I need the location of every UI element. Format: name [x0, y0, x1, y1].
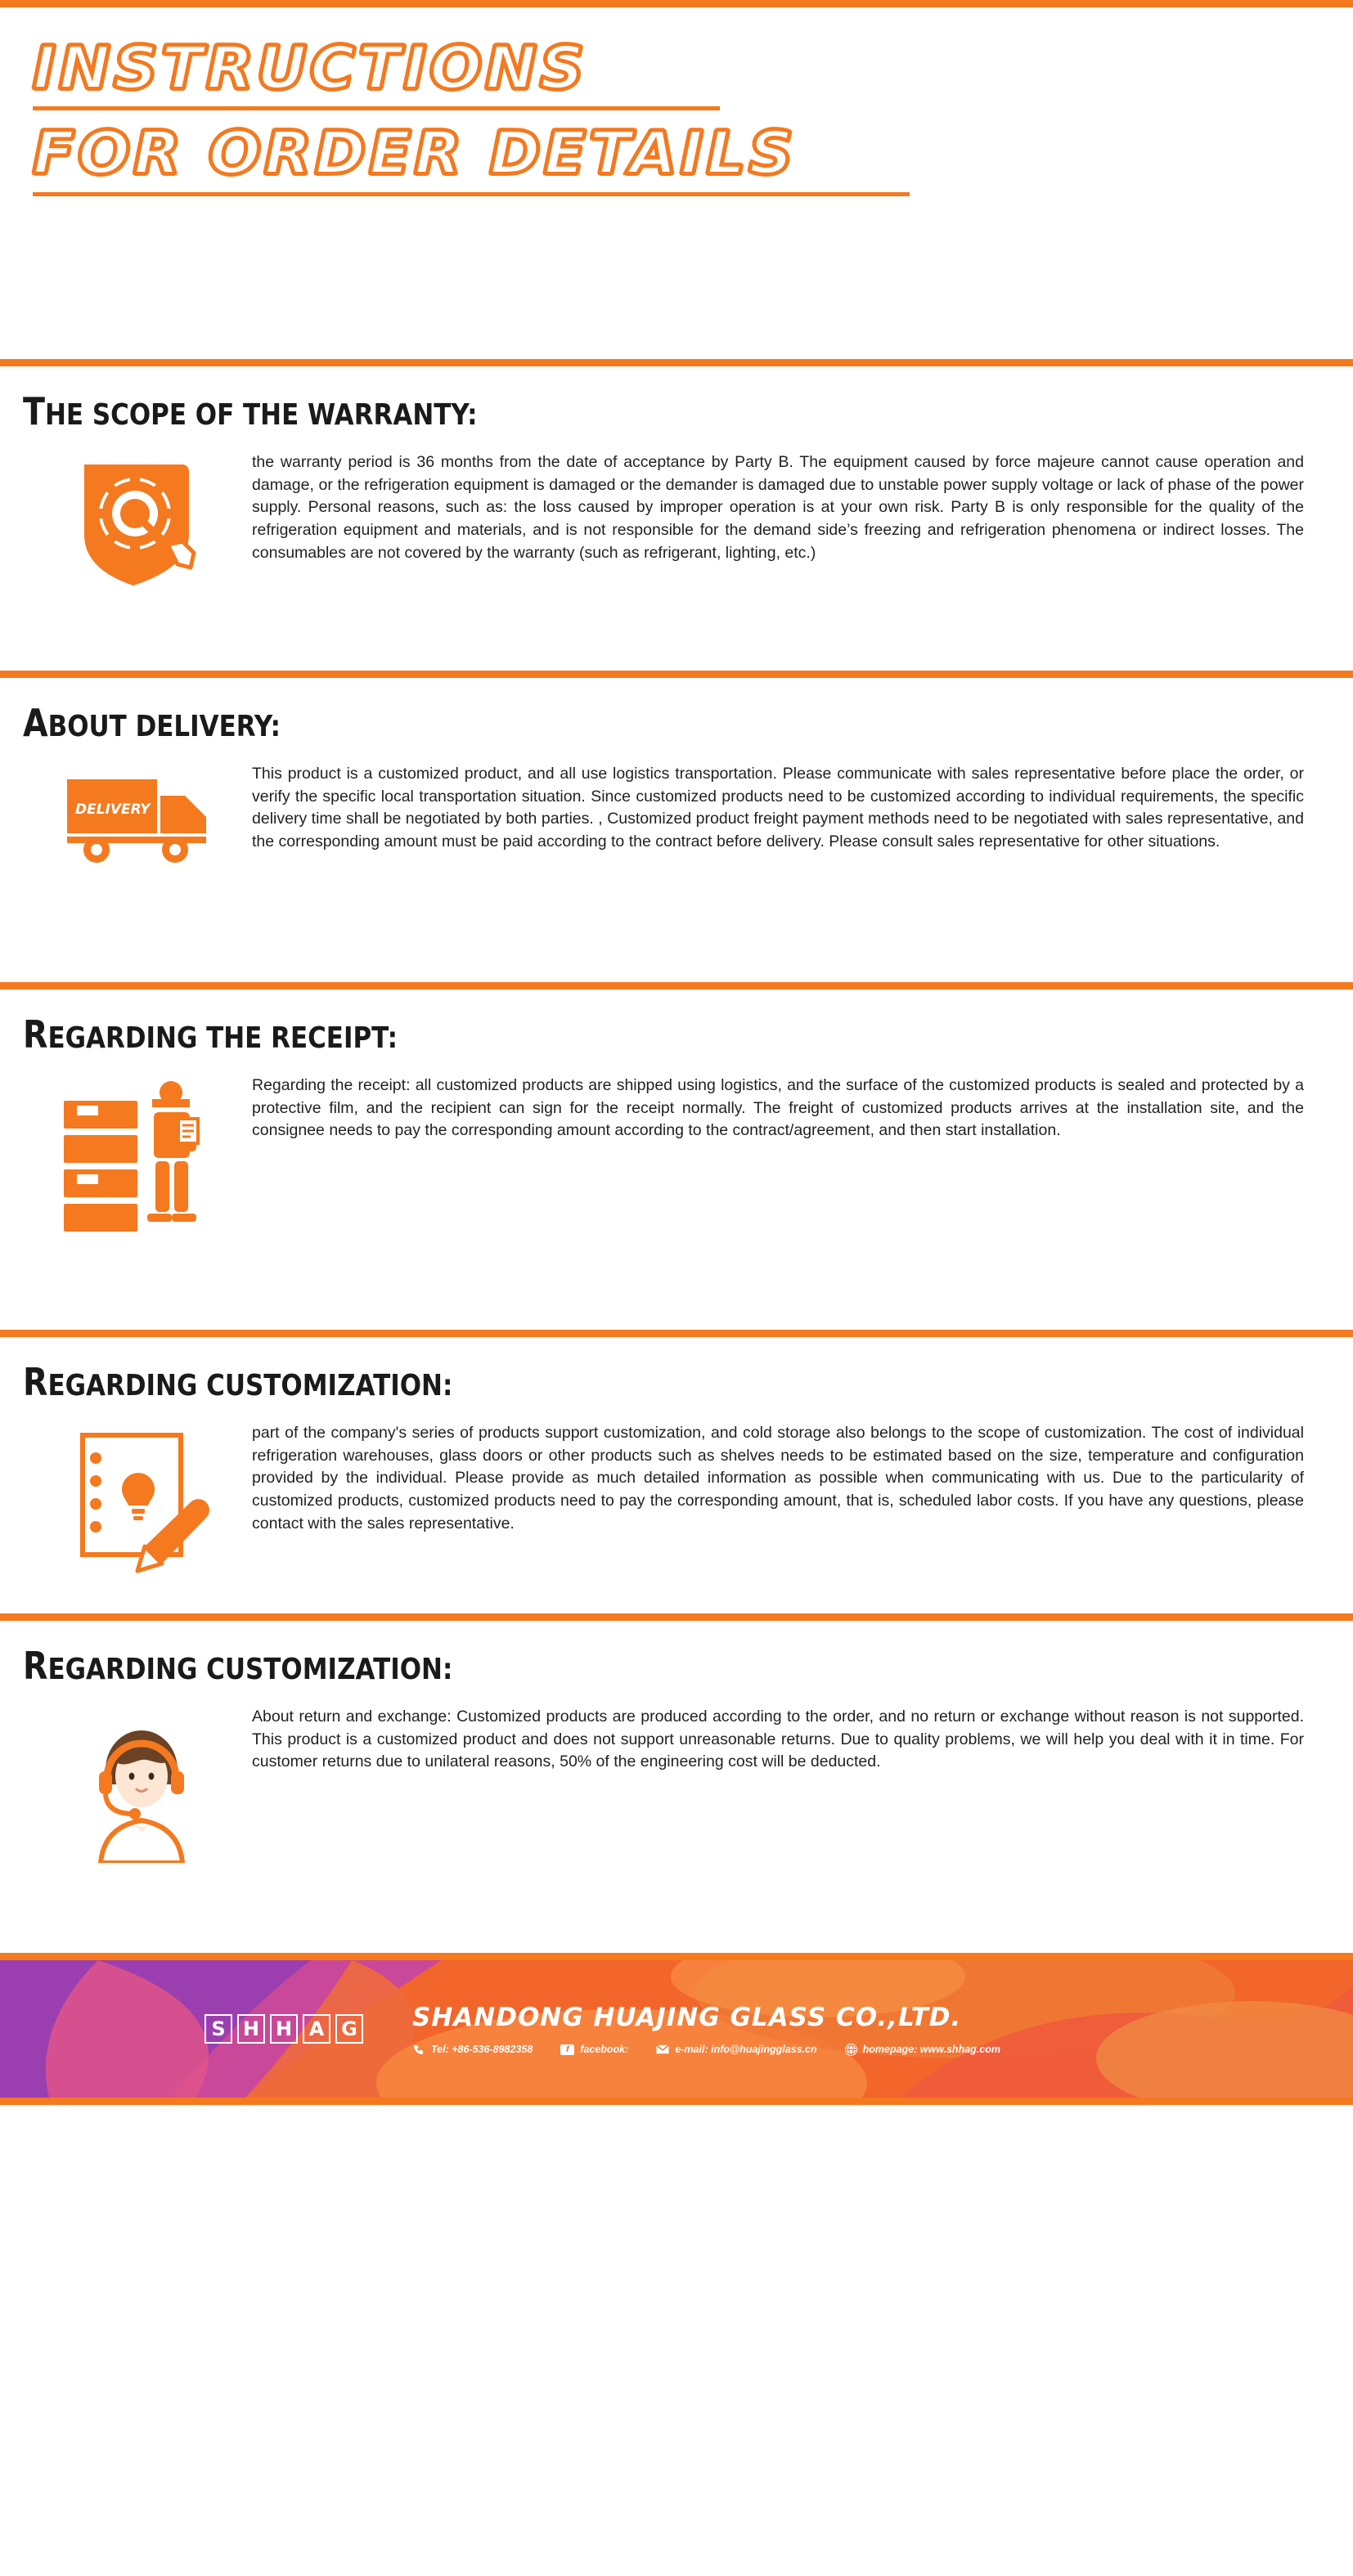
section-title-rest: HE SCOPE OF THE WARRANTY:	[44, 398, 478, 432]
customer-service-agent-icon	[68, 1708, 215, 1863]
logo-letter: H	[270, 2014, 298, 2044]
icon-wrap-warranty	[31, 448, 252, 592]
title-line-1: INSTRUCTIONS	[33, 34, 588, 102]
section-return-exchange	[0, 1621, 1353, 1953]
contact-homepage[interactable]	[845, 2044, 1000, 2056]
contact-homepage-label: homepage: www.shhag.com	[862, 2044, 1000, 2055]
section-divider-customization	[0, 1330, 1353, 1337]
section-title-capital: R	[23, 1360, 48, 1404]
section-title-capital: T	[23, 389, 45, 433]
svg-text:DELIVERY: DELIVERY	[75, 801, 151, 818]
section-divider-warranty	[0, 359, 1353, 366]
icon-wrap-return	[31, 1703, 252, 1863]
section-text-return: About return and exchange: Customized products are produced according to the order, and no return or exchange without reason is not supported. This product is a customized product and does not support unreasonable returns. Due to quality problems, we will help you deal with it in time. For customer returns due to unilateral reasons, 50% of the engineering cost will be deducted.	[252, 1708, 1304, 1771]
email-icon	[656, 2044, 669, 2055]
title-underline-2	[33, 192, 910, 196]
company-name: SHANDONG HUAJING GLASS CO.,LTD.	[412, 2002, 962, 2032]
contact-facebook-label: facebook:	[580, 2044, 629, 2055]
logo-letter: H	[237, 2014, 265, 2044]
idea-pen-notepad-icon	[60, 1424, 223, 1579]
footer-bar	[0, 1960, 1353, 2098]
page-title	[0, 7, 1353, 359]
section-title-capital: R	[23, 1012, 48, 1057]
footer-bottom-divider	[0, 2098, 1353, 2105]
facebook-icon: f	[560, 2044, 574, 2055]
section-title-warranty	[23, 389, 1166, 433]
logo-letter: A	[303, 2014, 330, 2044]
contact-email[interactable]	[656, 2044, 816, 2055]
gear-shield-wrench-icon	[76, 453, 207, 592]
globe-icon	[845, 2044, 857, 2056]
section-title-capital: A	[23, 701, 48, 745]
section-customization	[0, 1337, 1353, 1613]
section-warranty	[0, 366, 1353, 671]
section-text-delivery: This product is a customized product, and all use logistics transportation. Please communicate with sales representative before place the order, or verify the specific local transportation situation. Since customized products need to be customized according to individual requirements, the specific delivery time shall be negotiated by both parties. , Customized product freight payment methods need to be negotiated with sales representative, and the corresponding amount must be paid according to the contract before delivery. Please consult sales representative for other situations.	[252, 765, 1304, 851]
contact-facebook[interactable]	[560, 2044, 628, 2055]
title-underline-1	[33, 106, 720, 110]
section-text-customization: part of the company's series of products support customization, and cold storage also belongs to the scope of customization. The cost of individual refrigeration warehouses, glass doors or other products such as shelves needs to be estimated based on the size, temperature and configuration provided by the individual. Please provide as much detailed information as possible when communicating with us. Due to the particularity of customized products, customized products need to pay the corresponding amount, that is, scheduled labor costs. If you have any questions, please contact with the sales representative.	[252, 1424, 1304, 1533]
section-text-receipt: Regarding the receipt: all customized products are shipped using logistics, and the surface of the customized products is sealed and protected by a protective film, and the recipient can sign for the receipt normally. The freight of customized products arrives at the installation site, and the consignee needs to pay the corresponding amount according to the contract/agreement, and then start installation.	[252, 1076, 1304, 1140]
icon-wrap-delivery	[31, 760, 252, 871]
delivery-worker-boxes-icon	[56, 1076, 227, 1240]
section-title-rest: EGARDING CUSTOMIZATION:	[47, 1369, 453, 1402]
section-divider-return	[0, 1613, 1353, 1621]
section-title-receipt	[23, 1012, 1166, 1057]
section-title-customization	[23, 1360, 1166, 1404]
footer-top-divider	[0, 1953, 1353, 1960]
section-receipt	[0, 990, 1353, 1330]
contact-phone-label: Tel: +86-536-8982358	[431, 2044, 533, 2055]
delivery-truck-icon	[64, 765, 219, 871]
contact-row	[412, 2044, 1000, 2056]
icon-wrap-receipt	[31, 1071, 252, 1240]
icon-wrap-customization	[31, 1419, 252, 1579]
contact-phone[interactable]	[412, 2044, 533, 2055]
top-divider	[0, 0, 1353, 7]
company-logo	[205, 2014, 363, 2044]
contact-email-label: e-mail: info@huajingglass.cn	[675, 2044, 817, 2055]
section-title-capital: R	[23, 1644, 48, 1688]
section-delivery	[0, 678, 1353, 982]
phone-icon	[412, 2044, 425, 2055]
section-title-rest: EGARDING THE RECEIPT:	[47, 1021, 398, 1055]
logo-letter: S	[205, 2014, 232, 2044]
section-title-return	[23, 1644, 1166, 1688]
title-line-2: FOR ORDER DETAILS	[33, 119, 797, 188]
section-divider-receipt	[0, 982, 1353, 990]
section-title-rest: EGARDING CUSTOMIZATION:	[47, 1653, 453, 1686]
section-title-delivery	[23, 701, 1166, 745]
logo-letter: G	[335, 2014, 363, 2044]
section-divider-delivery	[0, 671, 1353, 678]
section-text-warranty: the warranty period is 36 months from the date of acceptance by Party B. The equipment caused by force majeure cannot cause operation and damage, or the refrigeration equipment is damaged or the demander is damaged due to unstable power supply voltage or lack of phase of the power supply. Personal reasons, such as: the loss caused by improper operation is at your own risk. Party B is only responsible for the quality of the refrigeration equipment and materials, and is not responsible for the demand side’s freezing and refrigeration phenomena or indirect losses. The consumables are not covered by the warranty (such as refrigerant, lighting, etc.)	[252, 453, 1304, 562]
section-title-rest: BOUT DELIVERY:	[47, 710, 281, 743]
